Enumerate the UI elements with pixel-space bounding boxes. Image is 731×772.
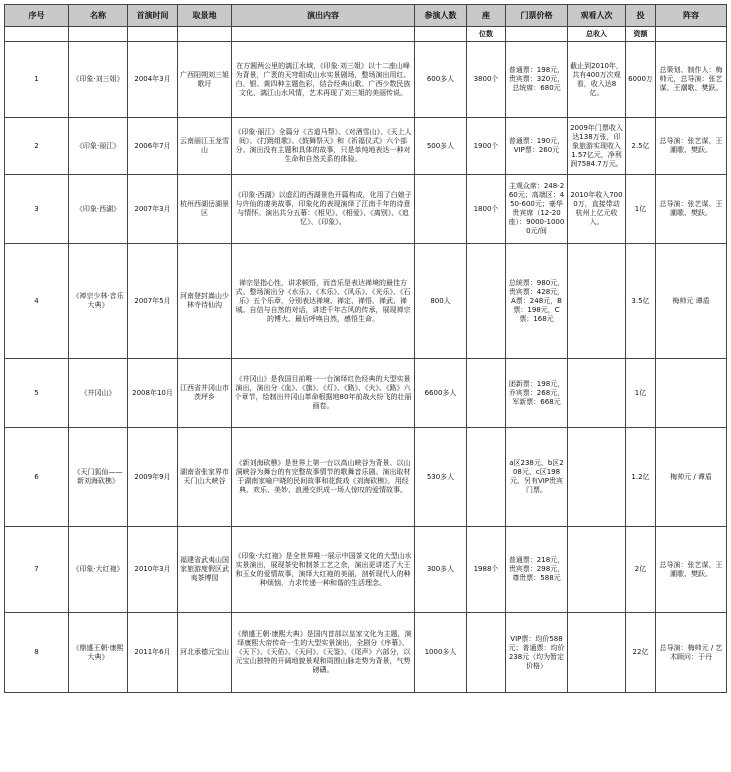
cell-performers — [415, 175, 467, 244]
cell-price: 总统票：980元，贵宾票：428元，A票：248元，B票：198元，C票：168元 — [506, 244, 568, 359]
cell-name: 《天门狐仙——新刘海砍樵》 — [69, 428, 128, 527]
cell-location: 杭州西湖岳湖景区 — [178, 175, 232, 244]
cell-content: 《印象·丽江》全篇分《古道马帮》、《对酒雪山》、《天上人间》、《打跳组歌》、《鼓舞祭天》和《祈福仪式》六个部分。演出没有主题和具体的故事，只是单纯地表达一种对生命和自然关系的体验。 — [232, 118, 415, 175]
cell-name: 《印象·大红袍》 — [69, 527, 128, 613]
header-investment: 投 — [626, 5, 656, 27]
header-price: 门票价格 — [506, 5, 568, 27]
cell-location: 广西阳朔刘三姐歌圩 — [178, 42, 232, 118]
cell-audience: 截止到2010年，共有400万次观看，收入达8亿。 — [568, 42, 626, 118]
cell-investment: 3.5亿 — [626, 244, 656, 359]
subheader-row — [5, 27, 727, 42]
cell-director: 总策划、制作人：梅帅元，总导演：张艺谋、王潮歌、樊跃。 — [656, 42, 727, 118]
subheader-cell — [656, 27, 727, 42]
cell-location: 江西省井冈山市茨坪乡 — [178, 359, 232, 428]
cell-content: 禅宗是指心性，讲求顿悟，而音乐是表达禅境的最佳方式。整场演出分《水乐》、《木乐》、《风乐》、《光乐》、《石乐》五个乐章，分别表达禅境、禅定、禅悟、禅武、禅城。自信与自然的对话，讲述千年古风的传承，展现禅宗的博大、最后呼唤自然，感悟生命。 — [232, 244, 415, 359]
cell-seats: 1900个 — [467, 118, 506, 175]
cell-no: 3 — [5, 175, 69, 244]
cell-price: 普通票：190元，VIP票：260元 — [506, 118, 568, 175]
cell-seats — [467, 359, 506, 428]
cell-audience: 2009年门票收入达138万张，印象旅游实现收入1.57亿元，净利润7584.7万元。 — [568, 118, 626, 175]
cell-first-show: 2007年3月 — [128, 175, 178, 244]
cell-investment: 6000万 — [626, 42, 656, 118]
table-row — [5, 42, 727, 118]
cell-no: 8 — [5, 613, 69, 693]
header-first-show: 首演时间 — [128, 5, 178, 27]
cell-performers: 800人 — [415, 244, 467, 359]
cell-first-show: 2004年3月 — [128, 42, 178, 118]
header-location: 取景地 — [178, 5, 232, 27]
cell-seats — [467, 428, 506, 527]
cell-price: 主观众席：248-260元；高端区：450-600元；豪华贵宾席（12-20座）：9000-10000元/间 — [506, 175, 568, 244]
cell-no: 6 — [5, 428, 69, 527]
cell-investment: 22亿 — [626, 613, 656, 693]
cell-no: 1 — [5, 42, 69, 118]
cell-seats: 1988个 — [467, 527, 506, 613]
cell-director: 总导演：张艺谋、王潮歌、樊跃。 — [656, 118, 727, 175]
header-content: 演出内容 — [232, 5, 415, 27]
cell-name: 《印象·丽江》 — [69, 118, 128, 175]
cell-name: 《井冈山》 — [69, 359, 128, 428]
cell-price: 团新票：198元，乔宾票：268元，军新票：668元 — [506, 359, 568, 428]
cell-director: 梅帅元 谭盾 — [656, 244, 727, 359]
cell-location: 云南丽江玉龙雪山 — [178, 118, 232, 175]
cell-no: 4 — [5, 244, 69, 359]
subheader-cell — [128, 27, 178, 42]
cell-content: 《印象·大红袍》是全世界唯一展示中国茶文化的大型山水实景演出，展现茶史和制茶工艺之余，演出更讲述了大王和玉女的爱情故事，演绎大红袍的美丽，剖析现代人的种种烦恼，力求传递一种和谐的生活理念。 — [232, 527, 415, 613]
cell-price: 普通票：218元，贵宾票：298元，尊贵票：588元 — [506, 527, 568, 613]
cell-price: VIP票：均价588元；普通票：均价238元（均为暂定价格） — [506, 613, 568, 693]
cell-seats — [467, 613, 506, 693]
cell-performers: 1000多人 — [415, 613, 467, 693]
cell-first-show: 2011年6月 — [128, 613, 178, 693]
cell-director: 总导演：张艺谋、王潮歌、樊跃。 — [656, 527, 727, 613]
table-row — [5, 175, 727, 244]
cell-investment: 1亿 — [626, 175, 656, 244]
cell-content: 《新刘海砍樵》是世界上第一台以高山峡谷为背景、以山洞峡谷为舞台的有完整故事情节的歌舞音乐剧。演出取材于湖南家喻户晓的民间故事和花鼓戏《刘海砍樵》，用经典、欢乐、美妙、浪漫交织成一场人惊叹的爱情故事。 — [232, 428, 415, 527]
subheader-cell — [232, 27, 415, 42]
header-no: 序号 — [5, 5, 69, 27]
cell-name: 《印象·西湖》 — [69, 175, 128, 244]
table-row — [5, 613, 727, 693]
cell-audience — [568, 359, 626, 428]
table-row — [5, 359, 727, 428]
cell-content: 《鼎盛王朝·康熙大典》是国内首部以皇家文化为主题，演绎康熙大帝传奇一生的大型实景演出，全剧分《序幕》、《天下》、《天佑》、《天问》、《天鉴》、《尾声》六部分，以元宝山独特的开阔地貌景观和周围山脉走势为背景，气势磅礴。 — [232, 613, 415, 693]
subheader-cell — [506, 27, 568, 42]
cell-first-show: 2008年10月 — [128, 359, 178, 428]
cell-director — [656, 359, 727, 428]
cell-director: 总导演：梅帅元 / 艺术顾问：于丹 — [656, 613, 727, 693]
cell-performers: 530多人 — [415, 428, 467, 527]
cell-price: 普通票：198元，贵宾票：320元，总统席：680元 — [506, 42, 568, 118]
cell-director: 梅帅元 / 谭盾 — [656, 428, 727, 527]
table-row — [5, 118, 727, 175]
header-row — [5, 5, 727, 27]
cell-audience — [568, 527, 626, 613]
cell-no: 7 — [5, 527, 69, 613]
cell-investment: 2亿 — [626, 527, 656, 613]
cell-performers: 300多人 — [415, 527, 467, 613]
header-director: 阵容 — [656, 5, 727, 27]
cell-first-show: 2006年7月 — [128, 118, 178, 175]
cell-first-show: 2007年5月 — [128, 244, 178, 359]
cell-investment: 1.2亿 — [626, 428, 656, 527]
cell-director: 总导演：张艺谋、王潮歌、樊跃。 — [656, 175, 727, 244]
header-seats: 座 — [467, 5, 506, 27]
subheader-cell — [5, 27, 69, 42]
cell-content: 《井冈山》是我国目前唯一一台演绎红色经典的大型实景演出，演出分《血》、《旗》、《灯》、《路》、《火》、《路》六个章节，绘制出井冈山革命根据地80年前战火纷飞的壮丽画卷。 — [232, 359, 415, 428]
performance-table — [4, 4, 727, 693]
cell-investment: 1亿 — [626, 359, 656, 428]
cell-first-show: 2009年9月 — [128, 428, 178, 527]
cell-name: 《鼎盛王朝·康熙大典》 — [69, 613, 128, 693]
table-row — [5, 527, 727, 613]
cell-location: 河北承德元宝山 — [178, 613, 232, 693]
subheader-cell — [178, 27, 232, 42]
cell-location: 福建省武夷山国家旅游度假区武夷茶博园 — [178, 527, 232, 613]
header-name: 名称 — [69, 5, 128, 27]
cell-seats: 1800个 — [467, 175, 506, 244]
cell-seats — [467, 244, 506, 359]
subheader-audience: 总收入 — [568, 27, 626, 42]
subheader-cell — [415, 27, 467, 42]
cell-investment: 2.5亿 — [626, 118, 656, 175]
header-audience: 观看人次 — [568, 5, 626, 27]
cell-content: 《印象·西湖》以虚幻的西湖景色开篇构成，化用了白娘子与许仙的凄美故事，印象化的表现演绎了江南千年的诗意与情怀。演出共分五幕：《相见》、《相爱》、《离别》、《追忆》、《印象》。 — [232, 175, 415, 244]
subheader-cell — [69, 27, 128, 42]
cell-content: 在方圆两公里的漓江水域，《印象·刘三姐》以十二座山峰为背景，广袤的天穹组成山水实景剧场，整场演出用红、白、银、黄四种主题色彩，结合经典山歌、广西少数民族文化、漓江山水风情，艺术再现了刘三姐的美丽传说。 — [232, 42, 415, 118]
header-performers: 参演人数 — [415, 5, 467, 27]
cell-no: 2 — [5, 118, 69, 175]
subheader-investment: 资额 — [626, 27, 656, 42]
cell-performers: 6600多人 — [415, 359, 467, 428]
cell-audience — [568, 613, 626, 693]
cell-performers: 600多人 — [415, 42, 467, 118]
cell-location: 湖南省张家界市天门山大峡谷 — [178, 428, 232, 527]
cell-name: 《禅宗少林·音乐大典》 — [69, 244, 128, 359]
cell-audience — [568, 428, 626, 527]
cell-audience — [568, 244, 626, 359]
cell-audience: 2010年收入7000万，直接带动杭州上亿元收入。 — [568, 175, 626, 244]
cell-performers: 500多人 — [415, 118, 467, 175]
cell-price: a区238元、b区208元、c区198元、另有VIP贵宾门票。 — [506, 428, 568, 527]
table-row — [5, 244, 727, 359]
cell-location: 河南登封嵩山少林寺待仙沟 — [178, 244, 232, 359]
subheader-seats: 位数 — [467, 27, 506, 42]
cell-no: 5 — [5, 359, 69, 428]
table-row — [5, 428, 727, 527]
cell-name: 《印象·刘三姐》 — [69, 42, 128, 118]
cell-first-show: 2010年3月 — [128, 527, 178, 613]
cell-seats: 3800个 — [467, 42, 506, 118]
